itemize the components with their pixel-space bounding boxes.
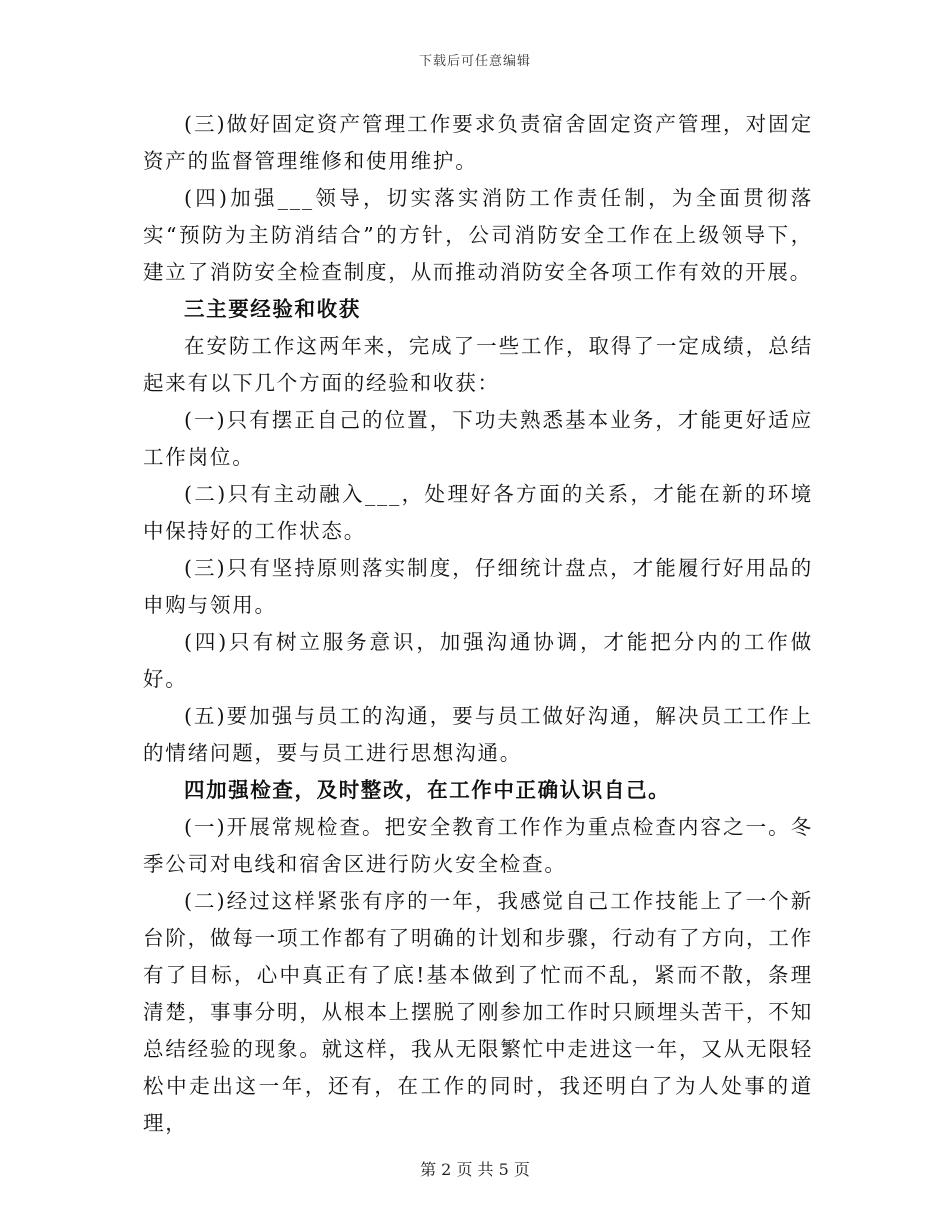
paragraph-fire-safety: (四)加强___领导，切实落实消防工作责任制，为全面贯彻落实“预防为主防消结合”的方针，公司消防安全工作在上级领导下，建立了消防安全检查制度，从而推动消防安全各项工作有效的开展。 (143, 186, 813, 284)
section-heading-experience: 三主要经验和收获 (184, 297, 361, 321)
paragraph-fixed-assets: (三)做好固定资产管理工作要求负责宿舍固定资产管理，对固定资产的监督管理维修和使用维护。 (143, 112, 813, 173)
paragraph-experience-intro: 在安防工作这两年来，完成了一些工作，取得了一定成绩，总结起来有以下几个方面的经验和收获： (143, 334, 813, 395)
paragraph-experience-2: (二)只有主动融入___，处理好各方面的关系，才能在新的环境中保持好的工作状态。 (143, 482, 813, 543)
paragraph-inspection-1: (一)开展常规检查。把安全教育工作作为重点检查内容之一。冬季公司对电线和宿舍区进行防火安全检查。 (143, 815, 813, 876)
paragraph-experience-3: (三)只有坚持原则落实制度，仔细统计盘点，才能履行好用品的申购与领用。 (143, 556, 813, 617)
section-heading-inspection: 四加强检查，及时整改，在工作中正确认识自己。 (184, 778, 671, 802)
paragraph-experience-1: (一)只有摆正自己的位置，下功夫熟悉基本业务，才能更好适应工作岗位。 (143, 408, 813, 469)
paragraph-experience-4: (四)只有树立服务意识，加强沟通协调，才能把分内的工作做好。 (143, 630, 813, 691)
page-footer: 第 2 页 共 5 页 (420, 1160, 530, 1179)
page-header: 下载后可任意编辑 (418, 54, 531, 69)
document-body (143, 106, 813, 1142)
paragraph-experience-5: (五)要加强与员工的沟通，要与员工做好沟通，解决员工工作上的情绪问题，要与员工进行思想沟通。 (143, 704, 813, 765)
paragraph-inspection-2: (二)经过这样紧张有序的一年，我感觉自己工作技能上了一个新台阶，做每一项工作都有了明确的计划和步骤，行动有了方向，工作有了目标，心中真正有了底!基本做到了忙而不乱，紧而不散，条理清楚，事事分明，从根本上摆脱了刚参加工作时只顾埋头苦干，不知总结经验的现象。就这样，我从无限繁忙中走进这一年，又从无限轻松中走出这一年，还有，在工作的同时，我还明白了为人处事的道理， (143, 889, 813, 1135)
